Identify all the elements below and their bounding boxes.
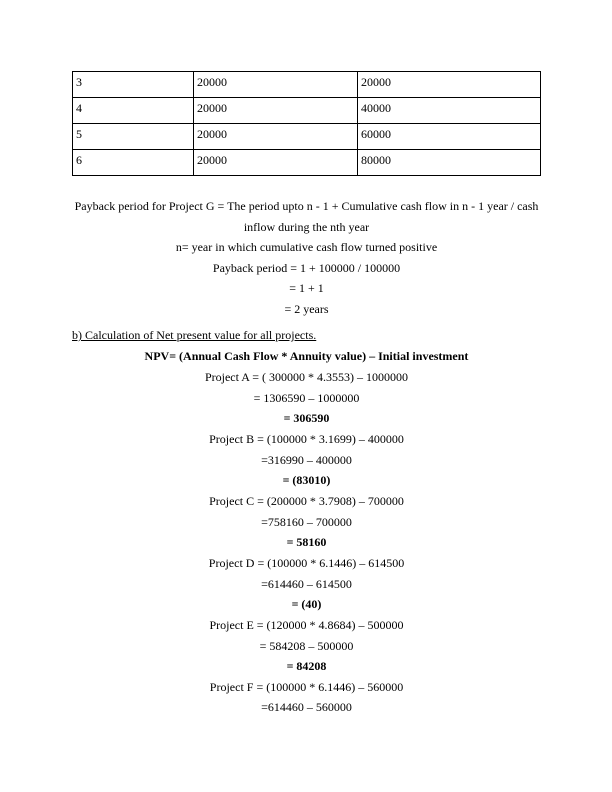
table-cell-cumulative: 60000 — [358, 124, 541, 150]
npv-result: = 58160 — [286, 535, 327, 550]
npv-calculation-line: Project F = (100000 * 6.1446) – 560000 — [209, 679, 404, 694]
payback-calculation: Payback period = 1 + 100000 / 100000 — [212, 261, 401, 275]
table-cell-cumulative: 40000 — [358, 98, 541, 124]
table-row — [73, 98, 541, 124]
payback-step: = 1 + 1 — [289, 281, 324, 295]
payback-definition-line-1: Payback period for Project G = The period upto n - 1 + Cumulative cash flow in n - 1 year / cash — [74, 199, 539, 213]
npv-calculation-line: =614460 – 614500 — [261, 576, 352, 591]
table-cell-cash-flow: 20000 — [194, 72, 358, 98]
npv-result: = 84208 — [286, 659, 327, 674]
npv-calculation-line: Project B = (100000 * 3.1699) – 400000 — [209, 431, 404, 446]
npv-calculation-line: Project D = (100000 * 6.1446) – 614500 — [208, 555, 405, 570]
npv-calculation-line: = 584208 – 500000 — [259, 638, 354, 653]
table-row — [73, 150, 541, 176]
table-cell-year: 5 — [73, 124, 194, 150]
table-row — [73, 72, 541, 98]
npv-result: = (83010) — [282, 473, 331, 488]
cash-flow-table — [72, 71, 541, 176]
table-cell-year: 4 — [73, 98, 194, 124]
table-cell-cash-flow: 20000 — [194, 98, 358, 124]
npv-calculation-line: Project E = (120000 * 4.8684) – 500000 — [209, 617, 404, 632]
npv-calculation-line: Project C = (200000 * 3.7908) – 700000 — [209, 493, 404, 508]
payback-definition-line-2: inflow during the nth year — [243, 220, 370, 234]
npv-section-heading: b) Calculation of Net present value for all projects. — [72, 328, 317, 342]
npv-calculation-line: =316990 – 400000 — [261, 452, 352, 467]
table-cell-year: 3 — [73, 72, 194, 98]
npv-calculation-line: Project A = ( 300000 * 4.3553) – 1000000 — [204, 370, 409, 384]
table-cell-cumulative: 80000 — [358, 150, 541, 176]
table-row — [73, 124, 541, 150]
payback-result: = 2 years — [284, 302, 329, 316]
payback-n-definition: n= year in which cumulative cash flow turned positive — [175, 240, 438, 254]
table-cell-cash-flow: 20000 — [194, 150, 358, 176]
table-cell-cumulative: 20000 — [358, 72, 541, 98]
npv-calculation-line: =758160 – 700000 — [261, 514, 352, 529]
table-cell-cash-flow: 20000 — [194, 124, 358, 150]
npv-calculation-line: = 1306590 – 1000000 — [253, 390, 360, 405]
npv-result: = 306590 — [283, 411, 330, 426]
npv-calculation-line: =614460 – 560000 — [261, 700, 352, 715]
table-cell-year: 6 — [73, 150, 194, 176]
npv-result: = (40) — [291, 597, 322, 612]
npv-formula: NPV= (Annual Cash Flow * Annuity value) – Initial investment — [144, 349, 469, 363]
